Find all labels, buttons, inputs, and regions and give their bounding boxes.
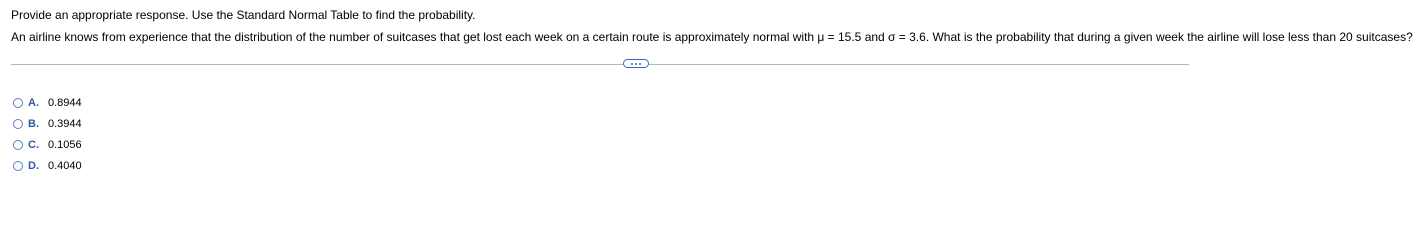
ellipsis-icon	[631, 63, 633, 65]
divider	[11, 64, 1189, 65]
answer-option-a[interactable]	[13, 92, 82, 113]
radio-button[interactable]	[13, 98, 23, 108]
option-value: 0.1056	[48, 138, 82, 151]
option-letter: D.	[28, 159, 39, 172]
option-letter: A.	[28, 96, 39, 109]
option-value: 0.8944	[48, 96, 82, 109]
answer-option-c[interactable]	[13, 134, 82, 155]
option-letter: C.	[28, 138, 39, 151]
radio-button[interactable]	[13, 119, 23, 129]
radio-button[interactable]	[13, 161, 23, 171]
ellipsis-icon	[635, 63, 637, 65]
ellipsis-icon	[639, 63, 641, 65]
answer-option-b[interactable]	[13, 113, 82, 134]
radio-button[interactable]	[13, 140, 23, 150]
option-value: 0.3944	[48, 117, 82, 130]
option-value: 0.4040	[48, 159, 82, 172]
more-options-button[interactable]	[623, 59, 649, 68]
instruction-text: Provide an appropriate response. Use the Standard Normal Table to find the probability.	[11, 8, 476, 22]
answer-option-d[interactable]	[13, 155, 82, 176]
question-text: An airline knows from experience that the distribution of the number of suitcases that get lost each week on a certain route is approximately normal with μ = 15.5 and σ = 3.6. What is the probability that during a given week the airline will lose less than 20 suitcases?	[11, 30, 1413, 44]
answer-options	[13, 92, 82, 176]
option-letter: B.	[28, 117, 39, 130]
